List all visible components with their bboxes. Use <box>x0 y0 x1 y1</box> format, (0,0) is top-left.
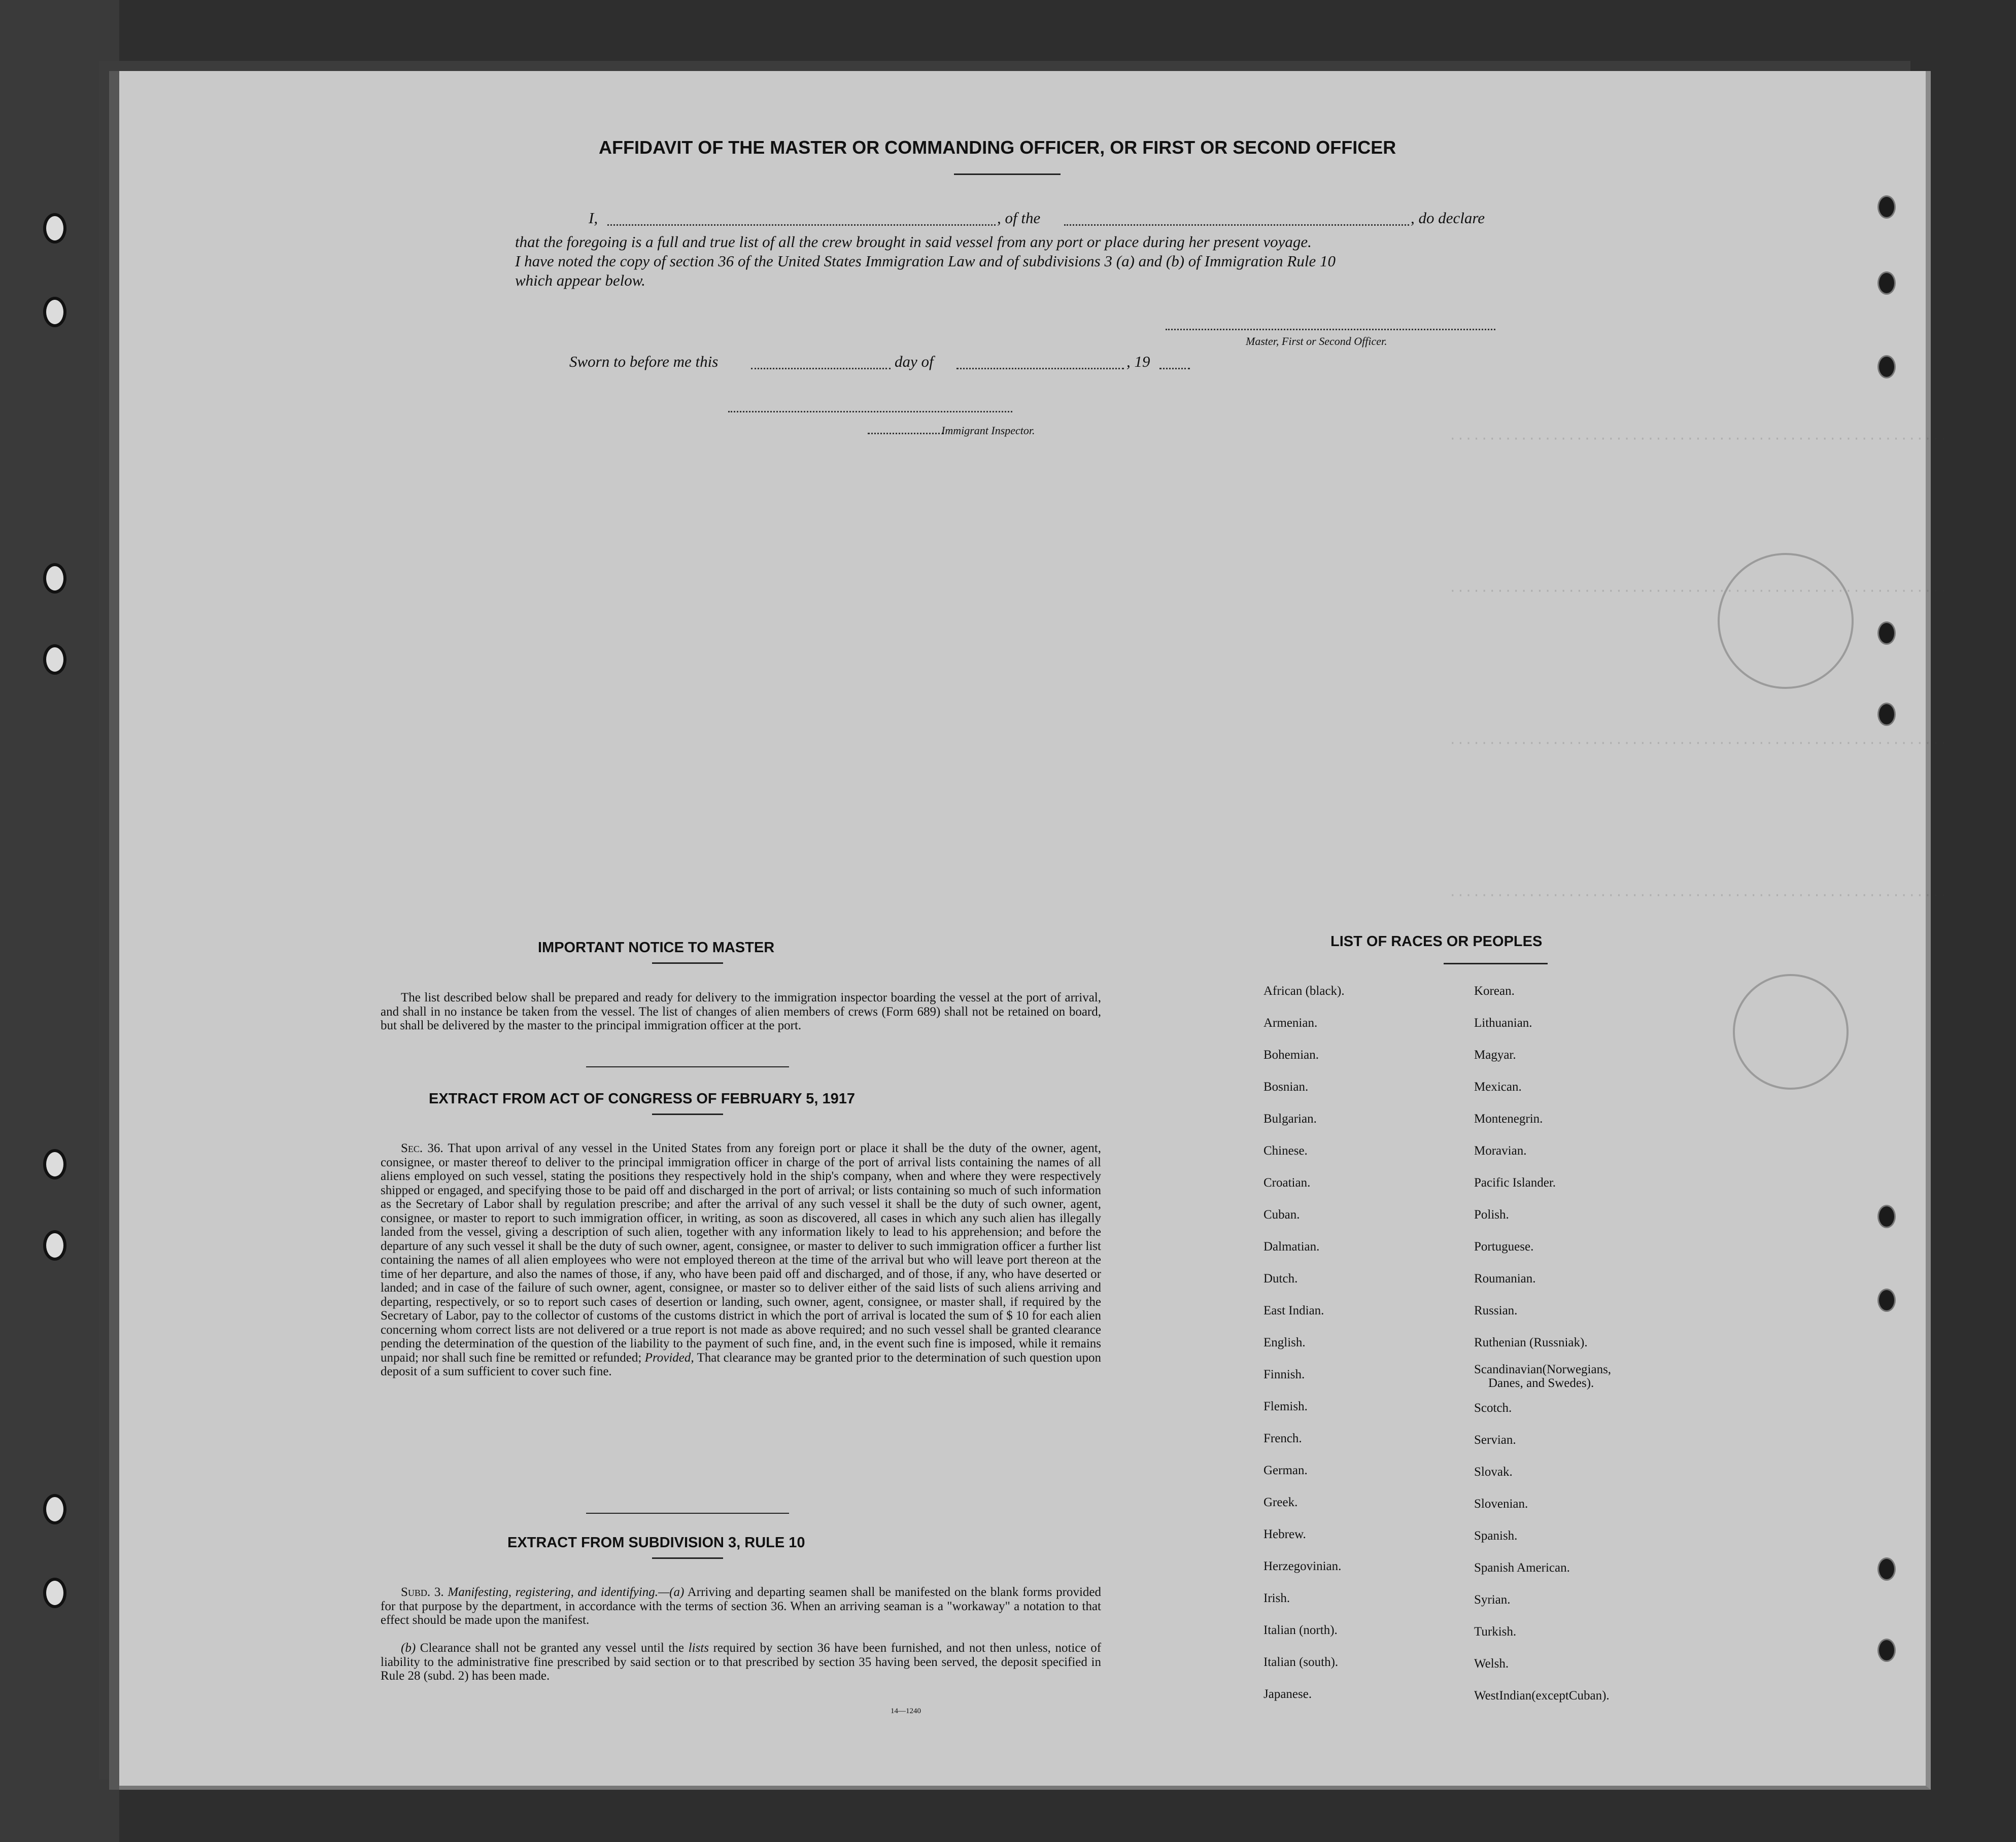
signature-label: Master, First or Second Officer. <box>1246 335 1387 347</box>
rule-subd-a <box>381 1585 1101 1627</box>
race-item: Roumanian. <box>1474 1272 1536 1285</box>
rule-subd-heading: Manifesting, registering, and identifying. <box>448 1585 658 1599</box>
race-item: Bohemian. <box>1263 1048 1319 1062</box>
race-item: German. <box>1263 1464 1308 1477</box>
race-item: English. <box>1263 1336 1306 1349</box>
notice-underline <box>652 962 723 964</box>
act-provided-text: That clearance may be granted prior to the determination of such question upon deposit of a sum sufficient to cover such fine. <box>381 1350 1101 1378</box>
race-item: Armenian. <box>1263 1016 1318 1030</box>
act-body-text: That upon arrival of any vessel in the United States from any foreign port or place it shall be the duty of the owner, agent, consignee, or master thereof to deliver to the principal immigration officer in charge of the port of arrival lists containing the names of all aliens employed on such vessel, stating the positions they respectively hold in the ship's company, when and where they were respectively shipped or engaged, and specifying those to be paid off and discharged in the port of arrival; or lists containing so much of such information as the Secretary of Labor shall by regulation prescribe; and after the arrival of any such vessel it shall be the duty of such owner, agent, consignee, or master to report to such immigration officer, in writing, as soon as discovered, all cases in which any such alien has illegally landed from the vessel, giving a description of such alien, together with any information likely to lead to his apprehension; and before the departure of any such vessel it shall be the duty of such owner, agent, consignee, or master to deliver to such immigration officer a further list containing the names of all alien employees who were not employed thereon at the time of the arrival but who will leave port thereon at the time of her departure, and also the names of those, if any, who have been paid off and discharged, and of those, if any, who have deserted or landed; and in case of the failure of such owner, agent, consignee, or master so to deliver either of the said lists of such aliens arriving and departing, respectively, or so to report such cases of desertion or landing, such owner, agent, consignee, or master shall, if required by the Secretary of Labor, pay to the collector of customs of the customs district in which the port of arrival is located the sum of $ 10 for each alien concerning whom correct lists are not delivered or a true report is not made as above required; and no such vessel shall be granted clearance pending the determination of the question of the liability to the payment of such fine, and, in the event such fine is imposed, while it remains unpaid; nor shall such fine be remitted or refunded; <box>381 1141 1102 1365</box>
race-item: Cuban. <box>1263 1208 1300 1222</box>
race-item: Japanese. <box>1263 1687 1312 1701</box>
race-item: Welsh. <box>1474 1657 1509 1671</box>
vessel-field[interactable] <box>1064 224 1409 226</box>
faded-stamp <box>1733 974 1849 1090</box>
race-item: Spanish. <box>1474 1529 1518 1543</box>
title-underline <box>954 173 1061 175</box>
affidavit-title: AFFIDAVIT OF THE MASTER OR COMMANDING OFFICER, OR FIRST OR SECOND OFFICER <box>599 137 1396 158</box>
punch-hole <box>1877 1289 1896 1312</box>
race-item: Syrian. <box>1474 1593 1511 1607</box>
race-scandinavian-cont: Danes, and Swedes). <box>1488 1376 1594 1390</box>
sworn-day-label: day of <box>895 353 934 370</box>
race-item: Moravian. <box>1474 1144 1527 1158</box>
race-item: Bulgarian. <box>1263 1112 1317 1126</box>
sworn-year-label: , 19 <box>1126 353 1150 370</box>
punch-hole <box>1877 271 1896 295</box>
races-title: LIST OF RACES OR PEOPLES <box>1330 933 1543 950</box>
rule-a-text: Arriving and departing seamen shall be manifested on the blank forms provided for that purpose by the department, in accordance with the terms of section 36. When an arriving seaman is a "workaway" a notation to that effect should be made upon the manifest. <box>381 1585 1102 1627</box>
race-item: Croatian. <box>1263 1176 1311 1190</box>
act-sec-label: Sec. 36. <box>401 1141 443 1155</box>
races-right-column <box>1474 975 1611 1712</box>
race-item: Italian (north). <box>1263 1623 1338 1637</box>
race-item: Chinese. <box>1263 1144 1308 1158</box>
race-item: Portuguese. <box>1474 1240 1534 1254</box>
race-item: Italian (south). <box>1263 1655 1339 1669</box>
act-underline <box>652 1114 723 1115</box>
race-item: Dutch. <box>1263 1272 1298 1285</box>
punch-hole <box>1877 195 1896 219</box>
race-item: Flemish. <box>1263 1400 1308 1413</box>
bleed-through-row: ······························································· <box>1449 736 1947 751</box>
act-body <box>381 1141 1101 1379</box>
sworn-year-field[interactable] <box>1159 368 1190 369</box>
race-item <box>1474 1359 1611 1392</box>
rule-b-label: (b) <box>401 1641 416 1655</box>
race-item: WestIndian(exceptCuban). <box>1474 1689 1610 1702</box>
sworn-day-field[interactable] <box>751 368 891 369</box>
binder-ring <box>43 1578 66 1608</box>
race-scandinavian: Scandinavian(Norwegians, <box>1474 1363 1612 1376</box>
race-item: French. <box>1263 1432 1302 1445</box>
punch-hole <box>1877 1639 1896 1662</box>
race-item: Servian. <box>1474 1433 1516 1447</box>
affidavit-line-3: I have noted the copy of section 36 of the United States Immigration Law and of subdivisions 3 (a) and (b) of Immigration Rule 10 <box>515 252 1336 270</box>
race-item: Herzegovinian. <box>1263 1559 1342 1573</box>
race-item: Dalmatian. <box>1263 1240 1320 1254</box>
form-number: 14—1240 <box>891 1707 921 1715</box>
race-item: Bosnian. <box>1263 1080 1309 1094</box>
binder-strip <box>0 0 119 1842</box>
signature-field[interactable] <box>1166 329 1495 330</box>
binder-ring <box>43 1494 66 1524</box>
notice-title: IMPORTANT NOTICE TO MASTER <box>538 940 775 956</box>
race-item: Pacific Islander. <box>1474 1176 1556 1190</box>
binder-ring <box>43 1149 66 1179</box>
bleed-through-row: ······························································· <box>1449 583 1947 599</box>
rule-subd-label: Subd. 3. <box>401 1585 444 1599</box>
binder-ring <box>43 563 66 594</box>
race-item: East Indian. <box>1263 1304 1324 1317</box>
notice-body: The list described below shall be prepared and ready for delivery to the immigration inspector boarding the vessel at the port of arrival, and shall in no instance be taken from the vessel. The list of changes of alien members of crews (Form 689) shall not be retained on board, but shall be delivered by the master to the principal immigration officer at the port. <box>381 991 1101 1032</box>
affidavit-declare: , do declare <box>1411 209 1485 227</box>
document-page <box>119 71 1947 1790</box>
affidavit-statement <box>515 232 1499 290</box>
bleed-through-row: ······························································· <box>1449 431 1947 446</box>
rule-b-lists: lists <box>688 1641 709 1655</box>
inspector-signature-field[interactable] <box>728 411 1012 412</box>
inspector-dotted-line <box>868 433 944 434</box>
punch-hole <box>1877 621 1896 645</box>
races-underline <box>1444 963 1548 964</box>
rule-a-label: —(a) <box>658 1585 685 1599</box>
race-item: Russian. <box>1474 1304 1518 1317</box>
rule-b-text-2: required by section 36 have been furnished, and not then unless, notice of liability to the administrative fine prescribed by said section or to that prescribed by section 35 having been served, the deposit specified in Rule 28 (subd. 2) has been made. <box>381 1641 1102 1683</box>
race-item: Turkish. <box>1474 1625 1517 1639</box>
race-item: Hebrew. <box>1263 1527 1306 1541</box>
punch-hole <box>1877 703 1896 726</box>
binder-ring <box>43 297 66 327</box>
section-divider <box>586 1513 789 1514</box>
act-title: EXTRACT FROM ACT OF CONGRESS OF FEBRUARY 5, 1917 <box>429 1091 856 1107</box>
race-item: Scotch. <box>1474 1401 1512 1415</box>
inspector-label: Immigrant Inspector. <box>941 424 1035 437</box>
race-item: Spanish American. <box>1474 1561 1570 1575</box>
punch-hole <box>1877 355 1896 378</box>
rule-title: EXTRACT FROM SUBDIVISION 3, RULE 10 <box>507 1535 805 1551</box>
race-item: Slovak. <box>1474 1465 1513 1479</box>
punch-hole <box>1877 1205 1896 1228</box>
rule-subd-b <box>381 1641 1101 1683</box>
race-item: Korean. <box>1474 984 1515 998</box>
punch-hole <box>1877 1557 1896 1581</box>
affidavit-line-4: which appear below. <box>515 271 645 289</box>
races-left-column <box>1263 975 1345 1710</box>
race-item: Polish. <box>1474 1208 1509 1222</box>
binder-ring <box>43 1230 66 1261</box>
race-item: Irish. <box>1263 1591 1290 1605</box>
affidavit-i: I, <box>589 209 598 227</box>
bleed-through-row: ······························································· <box>1449 888 1947 903</box>
race-item: African (black). <box>1263 984 1345 998</box>
sworn-month-field[interactable] <box>956 368 1124 369</box>
rule-underline <box>652 1557 723 1559</box>
rule-b-text-1: Clearance shall not be granted any vessel until the <box>420 1641 685 1655</box>
race-item: Greek. <box>1263 1496 1298 1509</box>
race-item: Lithuanian. <box>1474 1016 1532 1030</box>
affidavit-line-2: that the foregoing is a full and true list of all the crew brought in said vessel from any port or place during her present voyage. <box>515 233 1312 251</box>
name-field[interactable] <box>607 224 996 226</box>
race-item: Mexican. <box>1474 1080 1522 1094</box>
race-item: Slovenian. <box>1474 1497 1528 1511</box>
section-divider <box>586 1066 789 1067</box>
race-item: Magyar. <box>1474 1048 1516 1062</box>
act-provided-label: Provided, <box>644 1350 694 1365</box>
race-item: Finnish. <box>1263 1368 1305 1381</box>
race-item: Ruthenian (Russniak). <box>1474 1336 1588 1349</box>
affidavit-of-the: , of the <box>997 209 1041 227</box>
race-item: Montenegrin. <box>1474 1112 1543 1126</box>
binder-ring <box>43 213 66 244</box>
faded-stamp <box>1718 553 1854 689</box>
sworn-prefix: Sworn to before me this <box>569 353 719 370</box>
binder-ring <box>43 644 66 675</box>
